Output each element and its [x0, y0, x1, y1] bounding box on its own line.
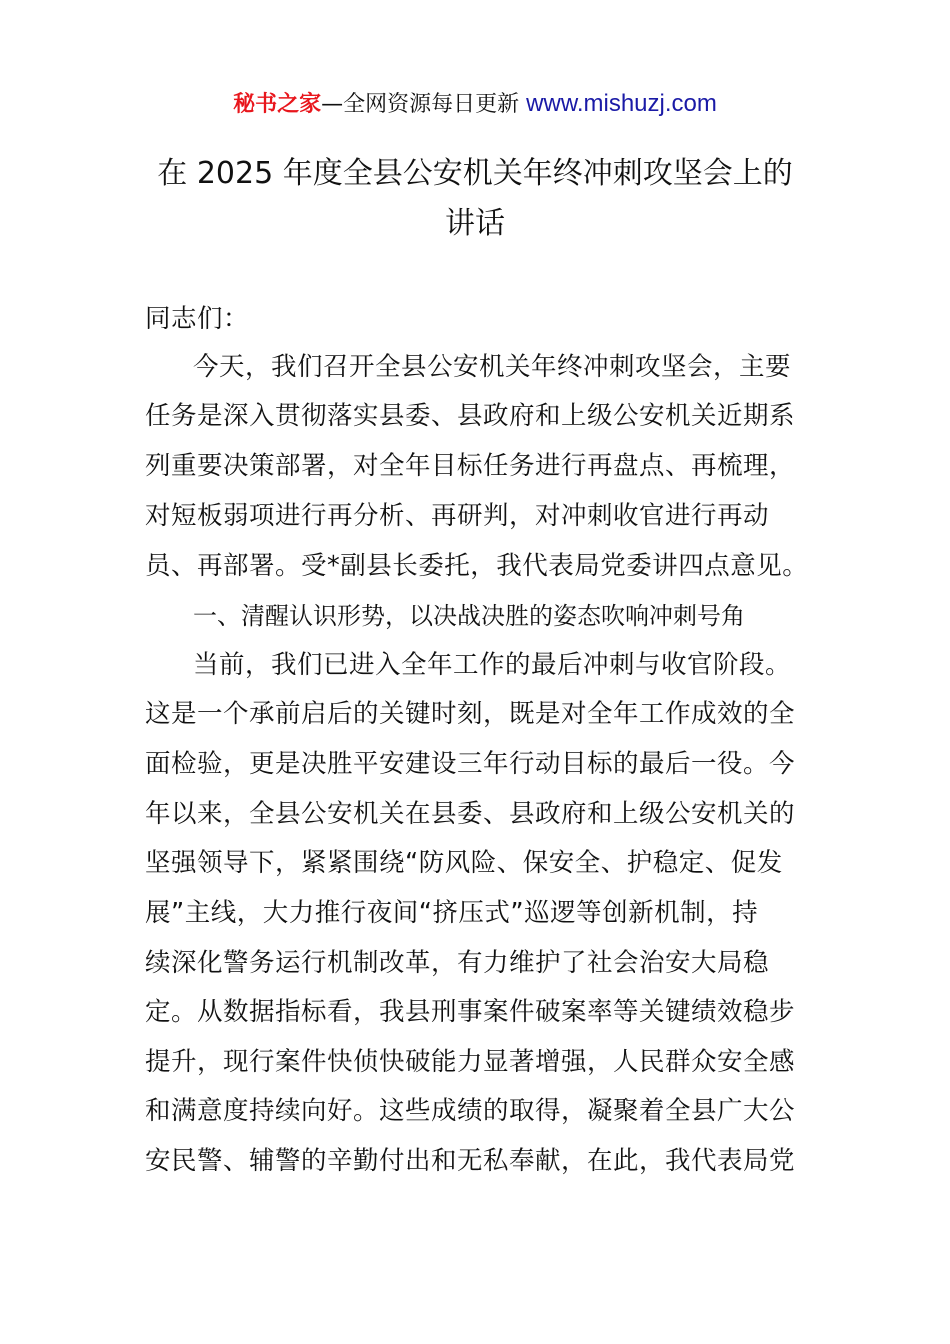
document-title-line-2: 讲话	[445, 206, 505, 241]
brand-name: 秘书之家	[233, 92, 322, 117]
banner-tagline: —全网资源每日更新	[321, 92, 527, 117]
paragraph-line: 这是一个承前启后的关键时刻，既是对全年工作成效的全	[145, 699, 796, 729]
paragraph-line: 安民警、辅警的辛勤付出和无私奉献，在此，我代表局党	[145, 1146, 796, 1176]
paragraph-line: 展”主线，大力推行夜间“挤压式”巡逻等创新机制，持	[145, 898, 759, 928]
paragraph-line: 员、再部署。受*副县长委托，我代表局党委讲四点意见。	[145, 551, 809, 581]
paragraph-line: 年以来，全县公安机关在县委、县政府和上级公安机关的	[145, 799, 796, 829]
paragraph-line: 当前，我们已进入全年工作的最后冲刺与收官阶段。	[193, 650, 792, 680]
site-url-link[interactable]: www.mishuzj.com	[526, 90, 717, 117]
section-heading: 一、清醒认识形势，以决战决胜的姿态吹响冲刺号角	[193, 602, 745, 630]
paragraph-line: 面检验，更是决胜平安建设三年行动目标的最后一役。今	[145, 749, 796, 779]
paragraph-line: 提升，现行案件快侦快破能力显著增强，人民群众安全感	[145, 1047, 796, 1077]
paragraph-line: 任务是深入贯彻落实县委、县政府和上级公安机关近期系	[145, 401, 796, 431]
paragraph-line: 对短板弱项进行再分析、再研判，对冲刺收官进行再动	[145, 501, 770, 531]
paragraph-line: 续深化警务运行机制改革，有力维护了社会治安大局稳	[145, 948, 770, 978]
paragraph-line: 列重要决策部署，对全年目标任务进行再盘点、再梳理，	[145, 451, 796, 481]
paragraph-line: 今天，我们召开全县公安机关年终冲刺攻坚会，主要	[193, 352, 792, 382]
site-banner	[0, 88, 950, 121]
paragraph-line: 定。从数据指标看，我县刑事案件破案率等关键绩效稳步	[145, 997, 796, 1027]
paragraph-line: 坚强领导下，紧紧围绕“防风险、保安全、护稳定、促发	[145, 848, 783, 878]
salutation: 同志们：	[145, 304, 250, 334]
paragraph-line: 和满意度持续向好。这些成绩的取得，凝聚着全县广大公	[145, 1096, 796, 1126]
document-title-line-1: 在 2025 年度全县公安机关年终冲刺攻坚会上的	[157, 156, 793, 191]
